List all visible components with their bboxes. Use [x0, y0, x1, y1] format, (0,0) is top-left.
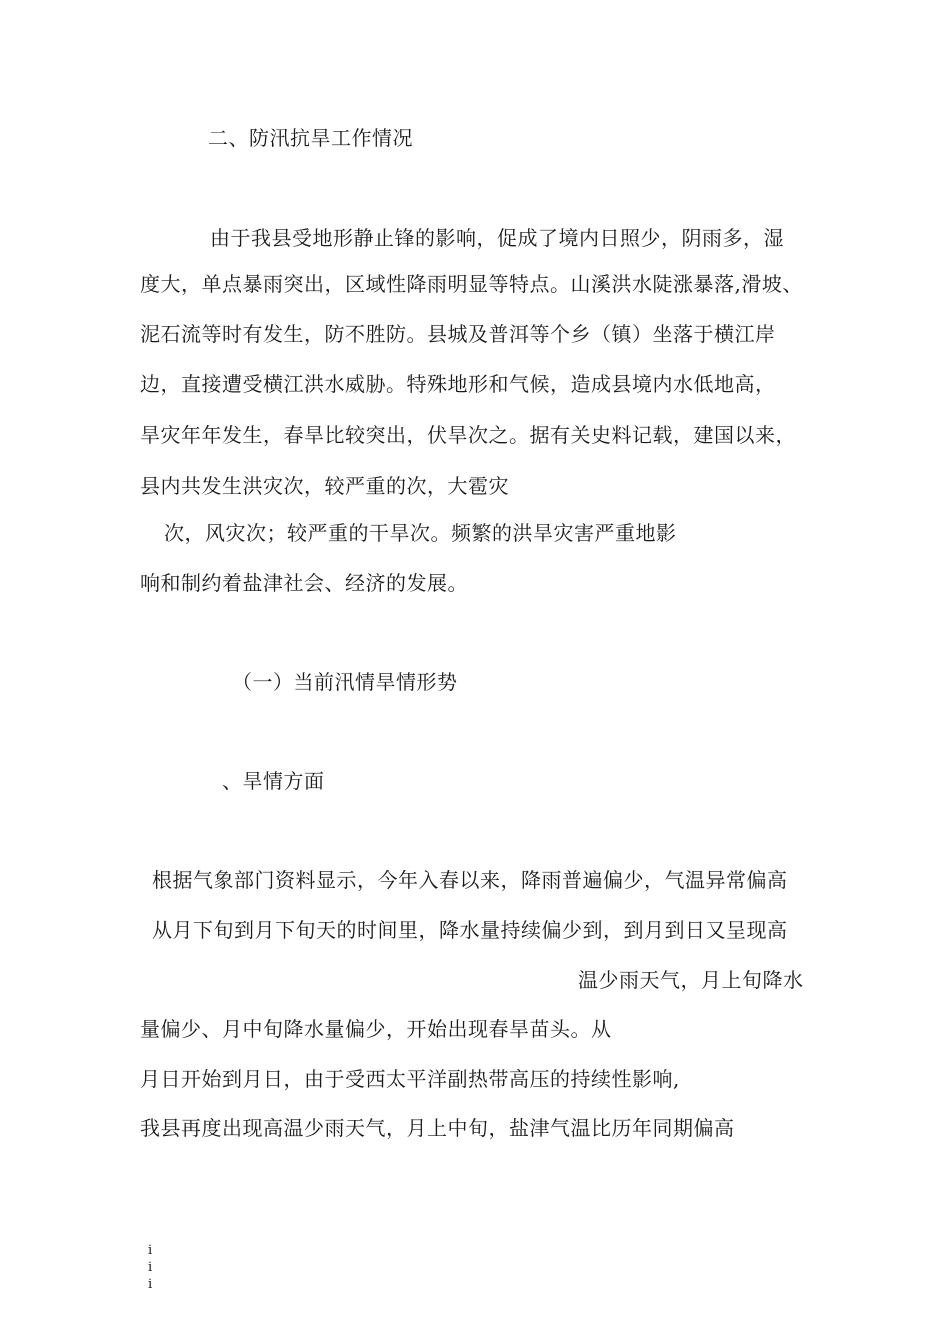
footer-mark: i [148, 1277, 153, 1292]
paragraph-line: 县内共发生洪灾次，较严重的次，大雹灾 [140, 474, 509, 498]
paragraph-line: 旱灾年年发生，春旱比较突出，伏旱次之。据有关史料记载，建国以来， [140, 423, 796, 447]
footer-mark: i [148, 1260, 153, 1275]
paragraph-line: 量偏少、月中旬降水量偏少，开始出现春旱苗头。从 [140, 1017, 612, 1041]
paragraph-line: 响和制约着盐津社会、经济的发展。 [140, 571, 468, 595]
section-heading: 二、防汛抗旱工作情况 [208, 126, 413, 150]
paragraph-line: 温少雨天气，月上旬降水 [578, 968, 804, 992]
paragraph-line: 边，直接遭受横江洪水威胁。特殊地形和气候，造成县境内水低地高， [140, 372, 776, 396]
paragraph-line: 由于我县受地形静止锋的影响，促成了境内日照少，阴雨多，湿 [210, 226, 784, 250]
paragraph-line: 从月下旬到月下旬天的时间里，降水量持续偏少到，到月到日又呈现高 [152, 918, 788, 942]
subsection-heading: （一）当前汛情旱情形势 [232, 670, 458, 694]
paragraph-line: 度大，单点暴雨突出，区域性降雨明显等特点。山溪洪水陡涨暴落,滑坡、 [140, 272, 803, 296]
paragraph-line: 我县再度出现高温少雨天气，月上中旬，盐津气温比历年同期偏高 [140, 1116, 735, 1140]
paragraph-line: 根据气象部门资料显示，今年入春以来，降雨普遍偏少，气温异常偏高 [152, 868, 788, 892]
item-heading: 、旱情方面 [222, 769, 325, 793]
paragraph-line: 次，风灾次；较严重的干旱次。频繁的洪旱灾害严重地影 [164, 521, 677, 545]
paragraph-line: 月日开始到月日，由于受西太平洋副热带高压的持续性影响, [140, 1067, 680, 1091]
paragraph-line: 泥石流等时有发生，防不胜防。县城及普洱等个乡（镇）坐落于横江岸 [140, 322, 776, 346]
footer-mark: i [148, 1243, 153, 1258]
